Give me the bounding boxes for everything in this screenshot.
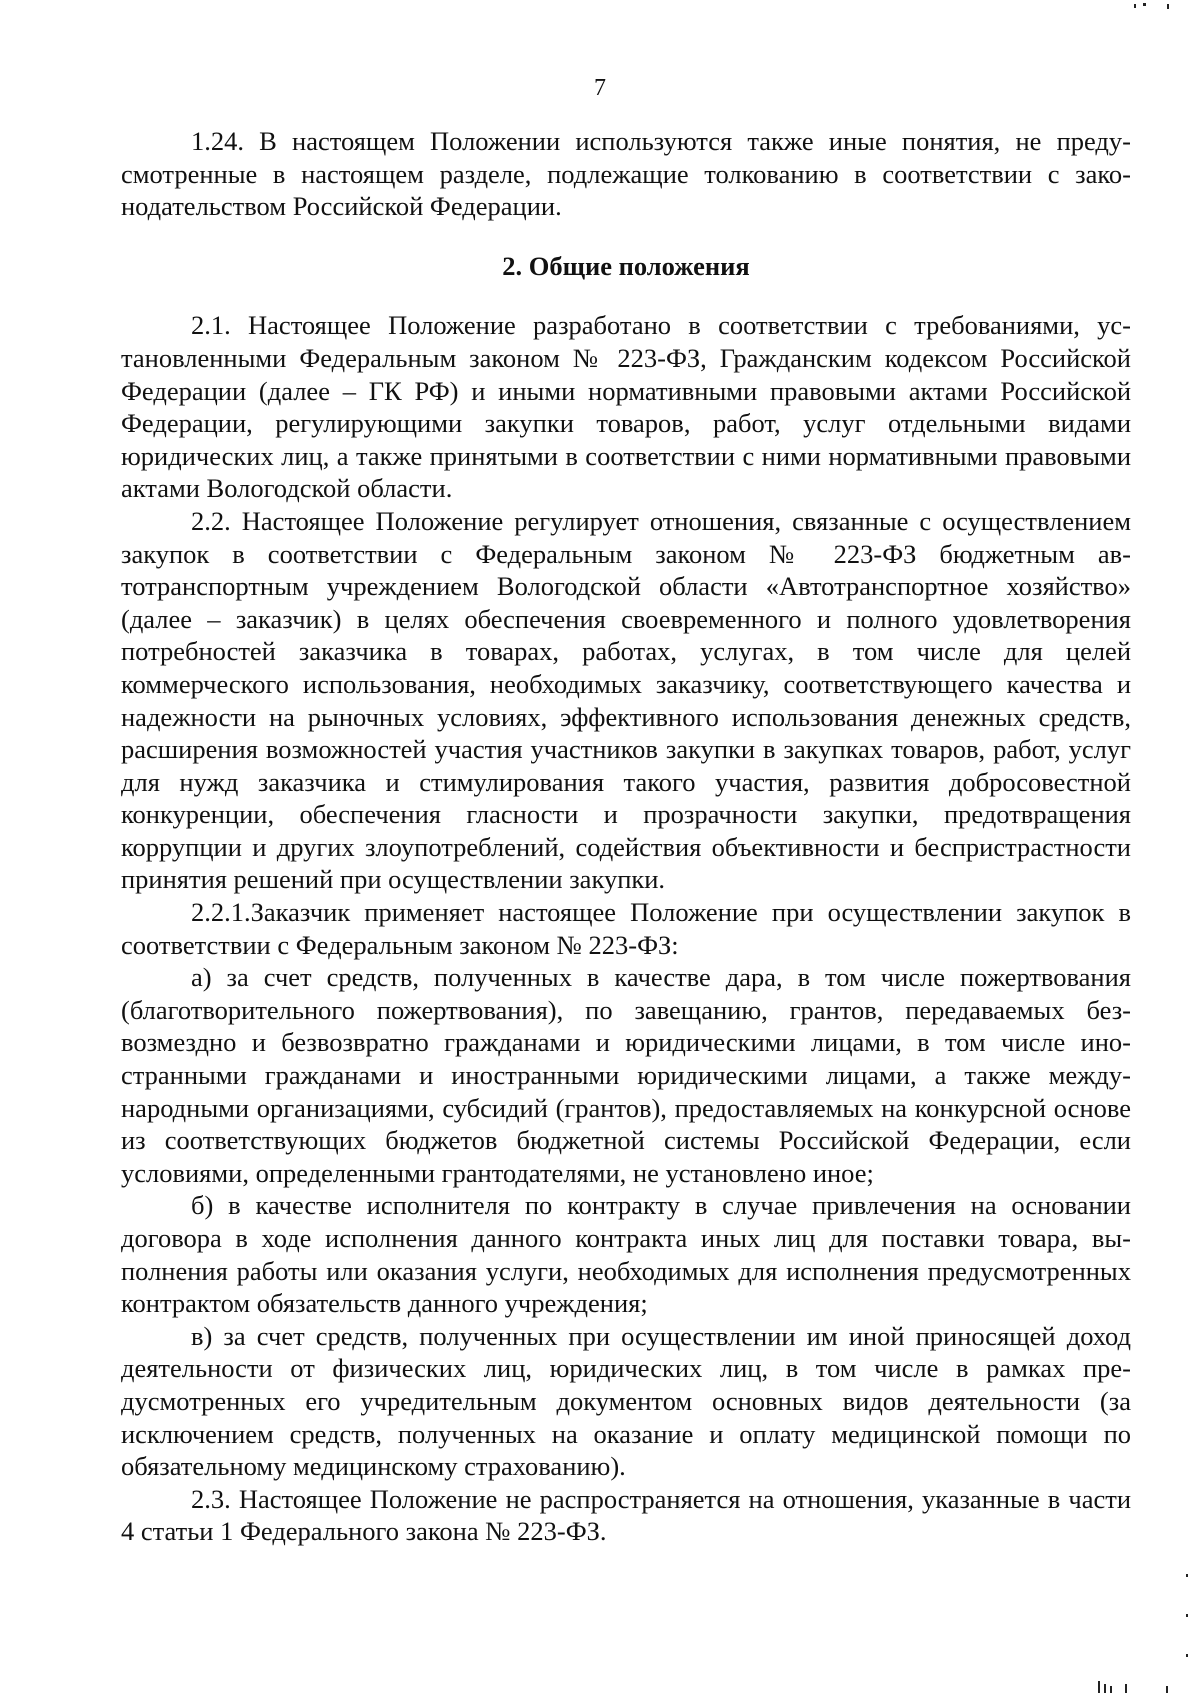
page-number: 7 [594,75,606,101]
scan-artifact [1186,1614,1188,1617]
scan-artifact [1143,3,1146,6]
scan-artifact [1098,1681,1100,1693]
paragraph-1-24: 1.24. В настоящем Положении используются также иные понятия, не предусмотренные в настоящем разделе, подлежащие толкованию в соответствии с законодательством Российской Федерации. [121,126,1131,222]
paragraph-2-3: 2.3. Настоящее Положение не распространяется на отношения, указанные в части 4 статьи 1 Федерального закона № 223-ФЗ. [121,1483,1131,1547]
paragraph-2-1: 2.1. Настоящее Положение разработано в соответствии с требованиями, установленными Федеральным законом № 223-ФЗ, Гражданским кодексом Российской Федерации (далее – ГК РФ) и иными нормативными правовыми актами Российской Федерации, регулирующими закупки товаров, работ, услуг отдельными видами юридических лиц, а также принятыми в соответствии с ними нормативными правовыми актами Вологодской области. [121,310,1131,504]
scan-artifact [1186,1574,1188,1577]
scan-artifact [1166,1686,1168,1693]
scan-artifact [1134,4,1136,8]
scan-artifact [1110,1686,1112,1693]
paragraph-2-2-1-v: в) за счет средств, полученных при осуществлении им иной приносящей доход деятельности от физических лиц, юридических лиц, в том числе в рамках предусмотренных его учредительным документом основных видов деятельности (за исключением средств, полученных на оказание и оплату медицинской помощи по обязательному медицинскому страхованию). [121,1320,1131,1482]
scan-artifact [1186,1654,1188,1657]
scan-artifact [1104,1684,1106,1693]
scan-artifact [1167,4,1169,9]
scan-artifact [1125,1684,1127,1693]
section-heading: 2. Общие положения [502,250,750,281]
paragraph-2-2-1-a: а) за счет средств, полученных в качестве дара, в том числе пожертвования (благотворительного пожертвования), по завещанию, грантов, передаваемых безвозмездно и безвозвратно гражданами и юридическими лицами, в том числе иностранными гражданами и иностранными юридическими лицами, а также международными организациями, субсидий (грантов), предоставляемых на конкурсной основе из соответствующих бюджетов бюджетной системы Российской Федерации, если условиями, определенными грантодателями, не установлено иное; [121,962,1131,1188]
page-content [121,125,1131,1548]
paragraph-2-2-1-b: б) в качестве исполнителя по контракту в случае привлечения на основании договора в ходе исполнения данного контракта иных лиц для поставки товара, выполнения работы или оказания услуги, необходимых для исполнения предусмотренных контрактом обязательств данного учреждения; [121,1190,1131,1319]
paragraph-2-2-1: 2.2.1.Заказчик применяет настоящее Положение при осуществлении закупок в соответствии с Федеральным законом № 223-ФЗ: [121,897,1131,960]
paragraph-2-2: 2.2. Настоящее Положение регулирует отношения, связанные с осуществлением закупок в соответствии с Федеральным законом № 223-ФЗ бюджетным автотранспортным учреждением Вологодской области «Автотранспортное хозяйство» (далее – заказчик) в целях обеспечения своевременного и полного удовлетворения потребностей заказчика в товарах, работах, услугах, в том числе для целей коммерческого использования, необходимых заказчику, соответствующего качества и надежности на рыночных условиях, эффективного использования денежных средств, расширения возможностей участия участников закупки в закупках товаров, работ, услуг для нужд заказчика и стимулирования такого участия, развития добросовестной конкуренции, обеспечения гласности и прозрачности закупки, предотвращения коррупции и других злоупотреблений, содействия объективности и беспристрастности принятия решений при осуществлении закупки. [121,505,1131,895]
